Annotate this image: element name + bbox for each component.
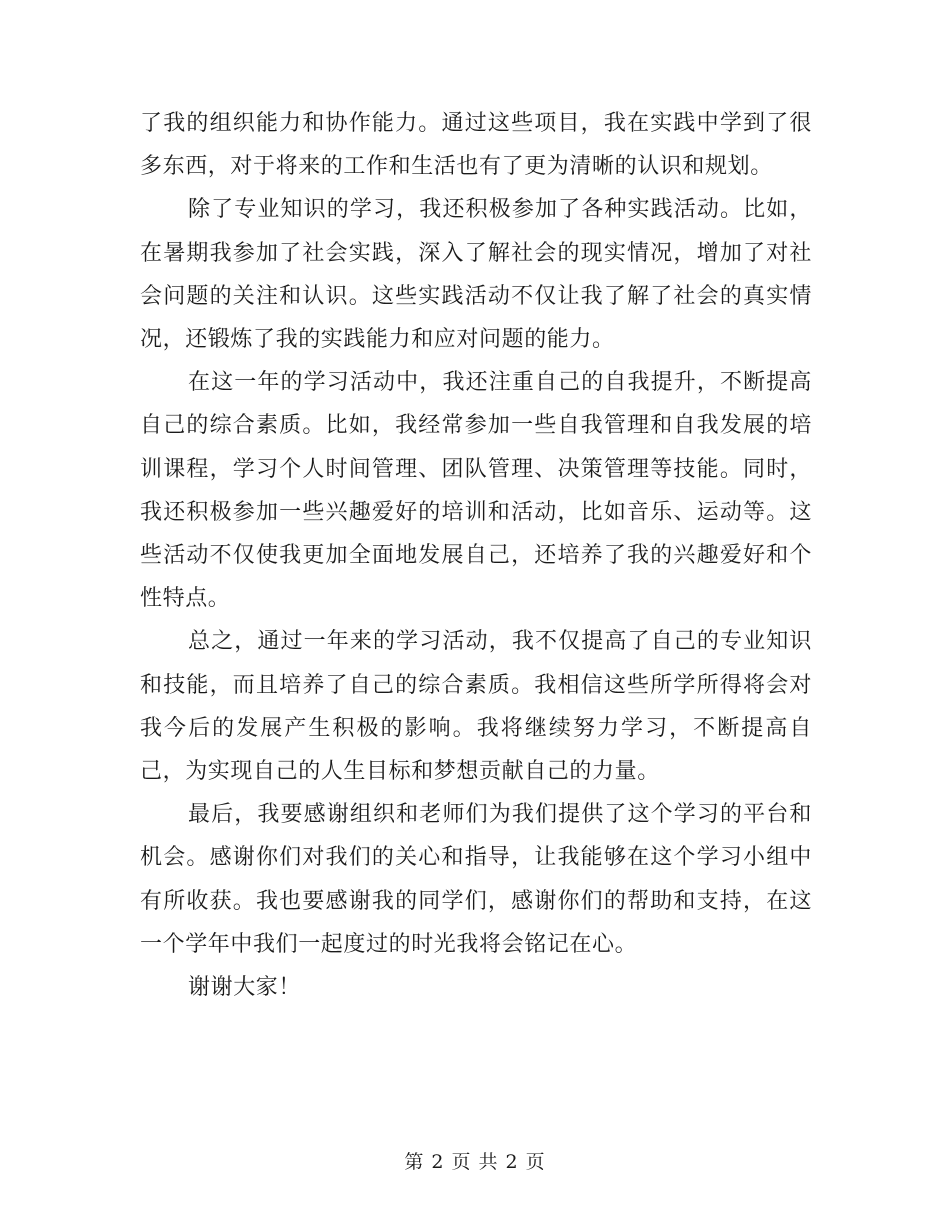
page-footer: 第 2 页 共 2 页 bbox=[404, 1151, 546, 1173]
document-body bbox=[140, 102, 812, 1009]
paragraph-self-improvement: 在这一年的学习活动中，我还注重自己的自我提升，不断提高自己的综合素质。比如，我经常参加一些自我管理和自我发展的培训课程，学习个人时间管理、团队管理、决策管理等技能。同时，我还积极参加一些兴趣爱好的培训和活动，比如音乐、运动等。这些活动不仅使我更加全面地发展自己，还培养了我的兴趣爱好和个性特点。 bbox=[140, 370, 812, 612]
paragraph-summary: 总之，通过一年来的学习活动，我不仅提高了自己的专业知识和技能，而且培养了自己的综合素质。我相信这些所学所得将会对我今后的发展产生积极的影响。我将继续努力学习，不断提高自己，为实现自己的人生目标和梦想贡献自己的力量。 bbox=[140, 629, 812, 785]
paragraph-closing: 谢谢大家！ bbox=[188, 975, 302, 1001]
paragraph-thanks: 最后，我要感谢组织和老师们为我们提供了这个学习的平台和机会。感谢你们对我们的关心和指导，让我能够在这个学习小组中有所收获。我也要感谢我的同学们，感谢你们的帮助和支持，在这一个学年中我们一起度过的时光我将会铭记在心。 bbox=[140, 802, 812, 957]
paragraph-practice-activities: 除了专业知识的学习，我还积极参加了各种实践活动。比如，在暑期我参加了社会实践，深入了解社会的现实情况，增加了对社会问题的关注和认识。这些实践活动不仅让我了解了社会的真实情况，还锻炼了我的实践能力和应对问题的能力。 bbox=[140, 197, 812, 353]
paragraph-continuation: 了我的组织能力和协作能力。通过这些项目，我在实践中学到了很多东西，对于将来的工作和生活也有了更为清晰的认识和规划。 bbox=[140, 111, 812, 180]
